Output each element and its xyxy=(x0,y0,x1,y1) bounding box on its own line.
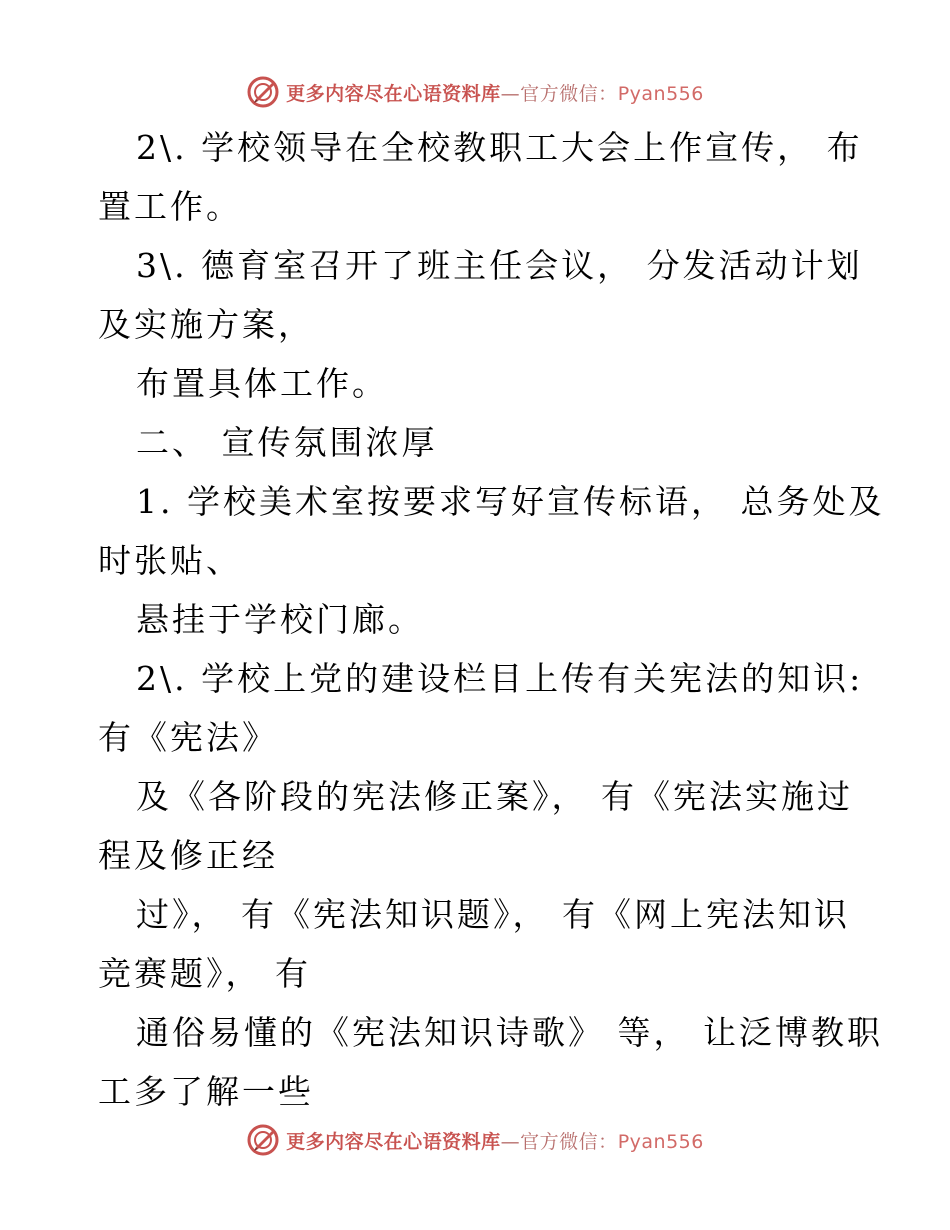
pen-logo-icon xyxy=(246,1123,280,1157)
text-line: 布置具体工作。 xyxy=(136,364,388,403)
text-line: 及实施方案， xyxy=(98,305,314,344)
footer-banner-text xyxy=(286,1127,704,1154)
text-line: 2\. 学校领导在全校教职工大会上作宣传， 布 xyxy=(136,128,863,167)
text-line: 工多了解一些 xyxy=(98,1072,314,1111)
header-banner-title: 更多内容尽在心语资料库 xyxy=(286,82,501,105)
text-line: 时张贴、 xyxy=(98,541,242,580)
header-banner-wechat: Pyan556 xyxy=(617,82,704,105)
footer-banner-label: —官方微信： xyxy=(500,1130,618,1153)
text-line: 1. 学校美术室按要求写好宣传标语， 总务处及 xyxy=(136,482,885,521)
pen-logo-icon xyxy=(246,75,280,109)
header-banner xyxy=(0,72,950,112)
text-line: 3\. 德育室召开了班主任会议， 分发活动计划 xyxy=(136,246,863,285)
footer-banner-wechat: Pyan556 xyxy=(617,1130,704,1153)
text-line: 悬挂于学校门廊。 xyxy=(136,600,424,639)
text-line: 2\. 学校上党的建设栏目上传有关宪法的知识: xyxy=(136,659,864,698)
footer-banner-title: 更多内容尽在心语资料库 xyxy=(286,1130,501,1153)
text-line: 程及修正经 xyxy=(98,836,278,875)
footer-banner xyxy=(0,1120,950,1160)
text-line: 有《宪法》 xyxy=(98,718,278,757)
header-banner-inner xyxy=(246,75,704,109)
text-line: 通俗易懂的《宪法知识诗歌》 等， 让泛博教职 xyxy=(136,1013,883,1052)
header-banner-label: —官方微信： xyxy=(500,82,618,105)
text-line: 竞赛题》， 有 xyxy=(98,954,311,993)
header-banner-text xyxy=(286,79,704,106)
footer-banner-inner xyxy=(246,1123,704,1157)
text-line: 及《各阶段的宪法修正案》， 有《宪法实施过 xyxy=(136,777,853,816)
text-line: 置工作。 xyxy=(98,187,242,226)
text-line: 过》， 有《宪法知识题》， 有《网上宪法知识 xyxy=(136,895,850,934)
text-line: 二、 宣传氛围浓厚 xyxy=(136,423,438,462)
document-body xyxy=(98,118,885,1121)
